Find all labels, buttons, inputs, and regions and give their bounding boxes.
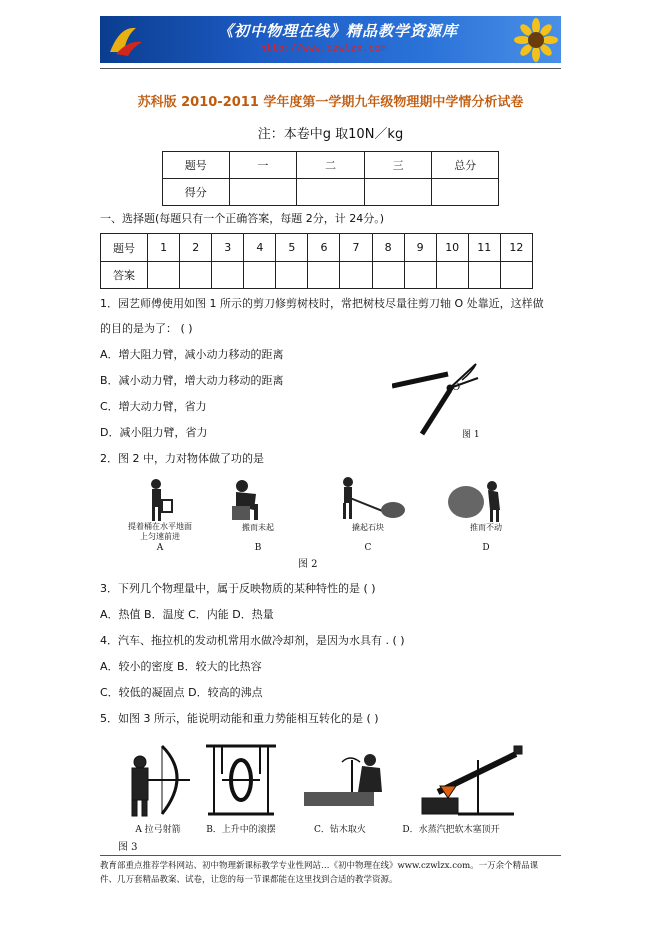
drilling-wood-fire-icon [304,754,382,806]
site-banner [100,16,561,63]
figure-3-caption: 图 3 [118,842,138,853]
answer-cell[interactable] [436,262,468,289]
scissors-figure [392,352,502,442]
answer-cell[interactable] [244,262,276,289]
answer-header-cell: 8 [372,234,404,262]
score-row-label: 得分 [163,179,230,206]
score-cell[interactable] [364,179,432,206]
q2-letter-a: A [156,543,164,553]
q1-option-d: D．减小阻力臂，省力 [100,426,208,439]
score-header-cell: 一 [229,152,297,179]
answer-cell[interactable] [500,262,532,289]
sunflower-icon [512,18,560,62]
q1-stem-line2: 的目的是为了： ( ) [100,322,193,335]
person-prying-rock-icon [343,477,405,519]
score-cell[interactable] [297,179,365,206]
answer-cell[interactable] [212,262,244,289]
answer-cell[interactable] [276,262,308,289]
q2-caption-c: 撬起石块 [352,523,384,532]
answer-cell[interactable] [404,262,436,289]
q1-option-a: A．增大阻力臂，减小动力移动的距离 [100,348,284,361]
answer-cell[interactable] [148,262,180,289]
answer-header-cell: 2 [180,234,212,262]
q2-letter-b: B [254,543,262,553]
score-header-cell: 题号 [163,152,230,179]
q1-option-b: B．减小动力臂，增大动力移动的距离 [100,374,284,387]
site-logo-icon [106,22,146,58]
person-carrying-bucket-icon [151,479,172,521]
answer-cell[interactable] [340,262,372,289]
q5-stem: 5．如图 3 所示，能说明动能和重力势能相互转化的是 ( ) [100,712,379,725]
figure-1-caption: 图 1 [462,430,480,440]
figure-2-illustrations [118,476,518,524]
q4-options-line1: A．较小的密度 B．较大的比热容 [100,660,262,673]
q4-options-line2: C．较低的凝固点 D．较高的沸点 [100,686,263,699]
steam-pushing-cork-icon [422,746,522,814]
q1-option-c: C．增大动力臂，省力 [100,400,207,413]
q3-stem: 3．下列几个物理量中，属于反映物质的某种特性的是 ( ) [100,582,376,595]
figure-2-caption: 图 2 [298,559,318,570]
banner-divider [100,68,561,69]
answer-cell[interactable] [308,262,340,289]
pivot-label: O [452,382,461,393]
maxwell-wheel-icon [206,746,276,814]
q2-caption-a: 提着桶在水平地面 上匀速前进 [128,522,192,541]
exam-title: 苏科版 2010-2011 学年度第一学期九年级物理期中学情分析试卷 [137,95,524,110]
figure-3-illustrations [118,740,528,820]
answer-header-cell: 11 [468,234,500,262]
footer-text: 教育部重点推荐学科网站、初中物理新课标教学专业性网站…《初中物理在线》www.czwlzx.com。一万余个精品课件、几万套精品教案、试卷，让您的每一节课都能在这里找到合适的教学资源。 [100,861,539,885]
person-lifting-box-icon [232,480,258,520]
answer-cell[interactable] [468,262,500,289]
answer-header-cell: 6 [308,234,340,262]
q5-panel-b: B．上升中的滚摆 [206,825,276,835]
answer-header-cell: 10 [436,234,468,262]
q5-panel-c: C．钻木取火 [314,825,366,835]
q2-caption-b: 搬而未起 [242,523,274,532]
score-table [162,151,499,206]
q4-stem: 4．汽车、拖拉机的发动机常用水做冷却剂，是因为水具有 . ( ) [100,634,405,647]
answer-table [100,233,533,289]
banner-title: 《初中物理在线》精品教学资源库 [218,22,459,40]
q5-panel-d: D．水蒸汽把软木塞顶开 [402,825,500,835]
person-pushing-rock-icon [448,481,500,522]
q2-stem: 2．图 2 中，力对物体做了功的是 [100,452,264,465]
answer-cell[interactable] [372,262,404,289]
score-header-cell: 总分 [432,152,499,179]
score-cell[interactable] [432,179,499,206]
answer-header-cell: 9 [404,234,436,262]
q5-panel-a: A 拉弓射箭 [135,825,181,835]
q1-stem-line1: 1．园艺师傅使用如图 1 所示的剪刀修剪树枝时，常把树枝尽量往剪刀轴 O 处靠近，这样做 [100,297,544,310]
q2-caption-d: 推而不动 [470,523,502,532]
answer-header-cell: 7 [340,234,372,262]
answer-header-cell: 4 [244,234,276,262]
footer-divider [100,855,561,856]
score-cell[interactable] [229,179,297,206]
archer-drawing-bow-icon [132,746,190,816]
answer-row-label: 答案 [101,262,148,289]
score-header-cell: 三 [364,152,432,179]
answer-header-cell: 1 [148,234,180,262]
answer-cell[interactable] [180,262,212,289]
gravity-note: 注：本卷中g 取10N／kg [257,127,404,142]
answer-header-cell: 12 [500,234,532,262]
section1-heading: 一、选择题(每题只有一个正确答案，每题 2分，计 24分。) [100,212,385,225]
q2-letter-c: C [364,543,372,553]
answer-header-cell: 3 [212,234,244,262]
answer-header-cell: 题号 [101,234,148,262]
score-header-cell: 二 [297,152,365,179]
q3-options: A．热值 B．温度 C．内能 D．热量 [100,608,274,621]
answer-header-cell: 5 [276,234,308,262]
pruning-shears-icon [392,364,478,434]
q2-letter-d: D [482,543,490,553]
banner-url[interactable]: http://www.czwlzx.com [260,43,387,54]
